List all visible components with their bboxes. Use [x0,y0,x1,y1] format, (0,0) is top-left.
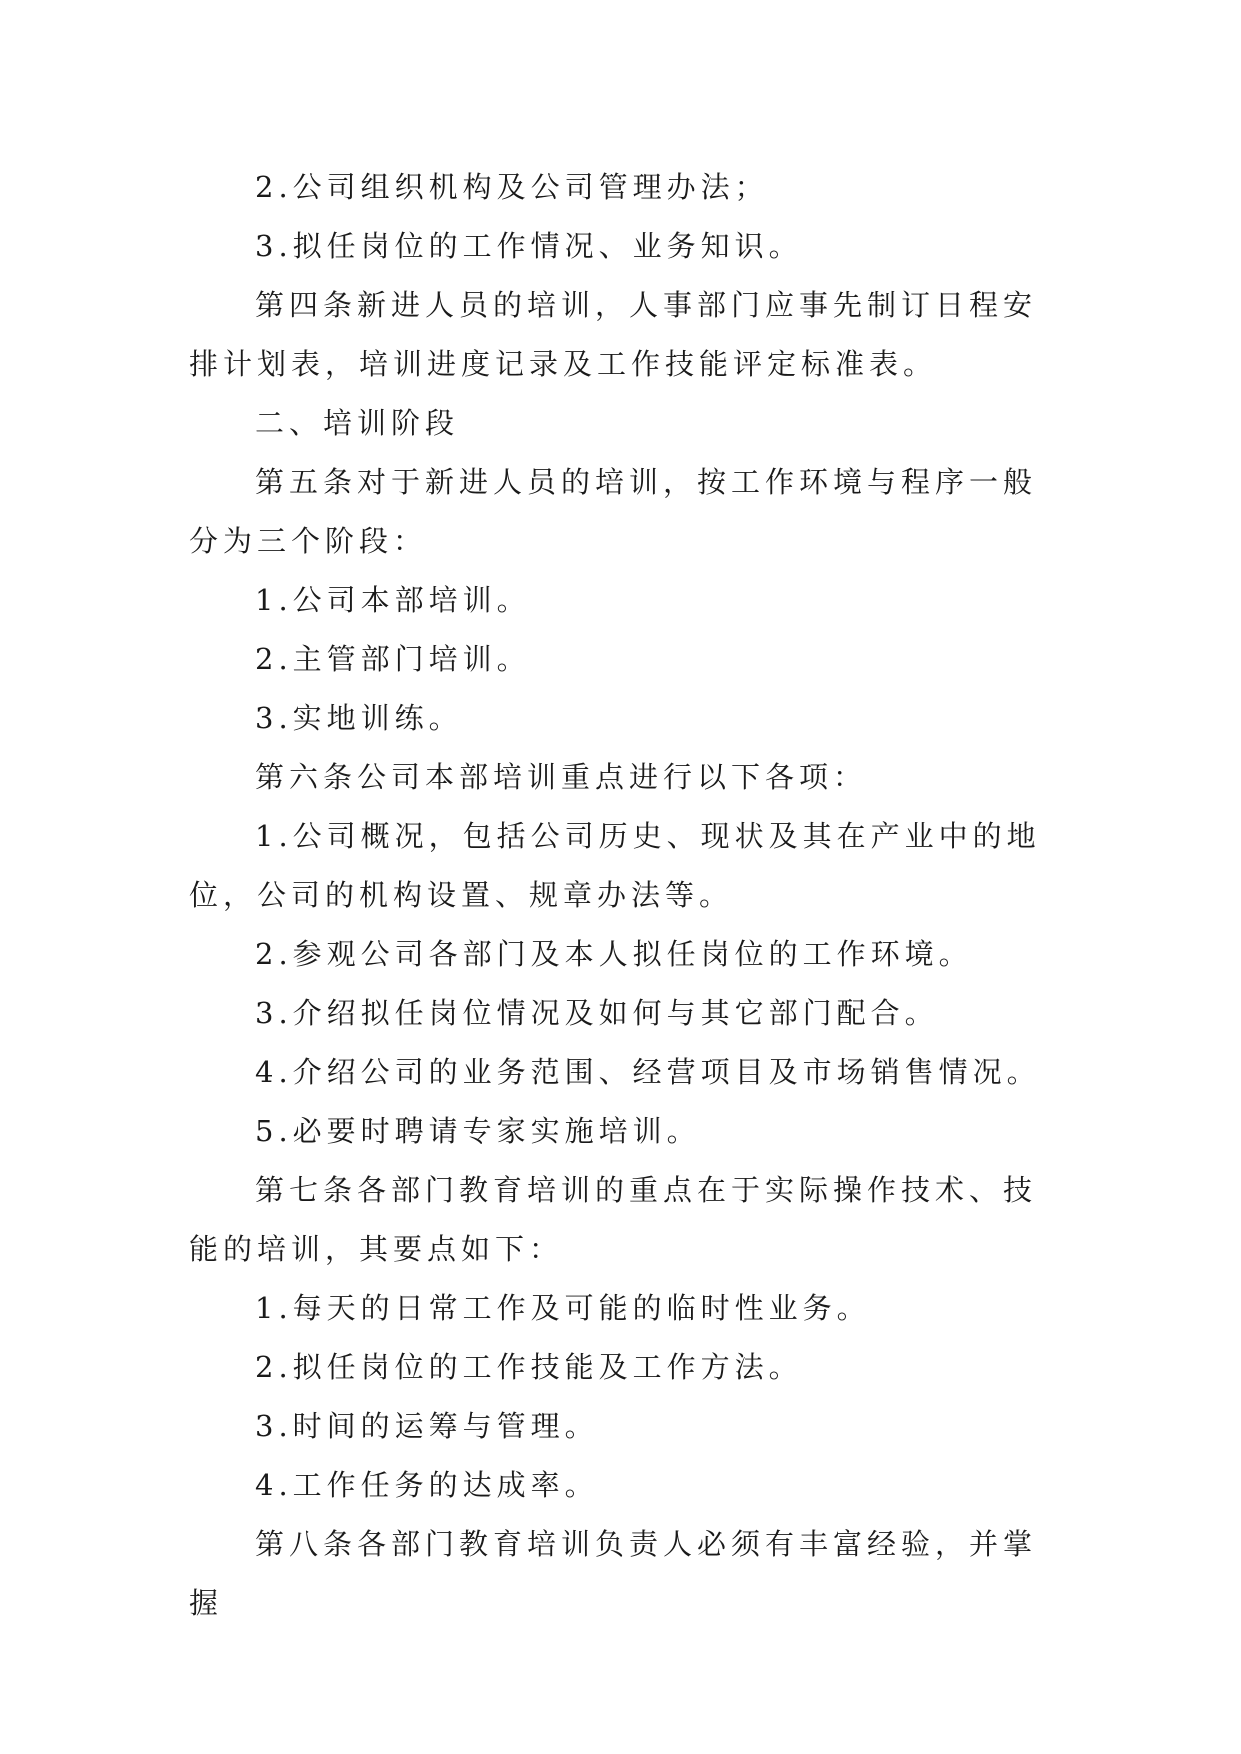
paragraph: 2.参观公司各部门及本人拟任岗位的工作环境。 [255,937,973,971]
paragraph: 3.实地训练。 [255,701,463,735]
paragraph: 第七条各部门教育培训的重点在于实际操作技术、技能的培训，其要点如下： [189,1173,1038,1266]
paragraph: 3.介绍拟任岗位情况及如何与其它部门配合。 [255,996,939,1030]
paragraph: 1.公司概况，包括公司历史、现状及其在产业中的地位，公司的机构设置、规章办法等。 [189,819,1041,912]
paragraph: 第八条各部门教育培训负责人必须有丰富经验，并掌握 [189,1527,1038,1620]
paragraph: 4.工作任务的达成率。 [255,1468,599,1502]
paragraph: 1.公司本部培训。 [255,583,531,617]
paragraph: 第六条公司本部培训重点进行以下各项： [255,760,868,794]
paragraph: 第四条新进人员的培训，人事部门应事先制订日程安排计划表，培训进度记录及工作技能评定标准表。 [189,288,1038,381]
paragraph: 3.拟任岗位的工作情况、业务知识。 [255,229,803,263]
section-heading: 二、培训阶段 [255,406,460,440]
paragraph: 2.主管部门培训。 [255,642,531,676]
paragraph: 2.公司组织机构及公司管理办法； [255,170,769,204]
paragraph: 3.时间的运筹与管理。 [255,1409,599,1443]
paragraph: 4.介绍公司的业务范围、经营项目及市场销售情况。 [255,1055,1041,1089]
paragraph: 5.必要时聘请专家实施培训。 [255,1114,701,1148]
document-body [189,158,1055,1633]
paragraph: 1.每天的日常工作及可能的临时性业务。 [255,1291,871,1325]
paragraph: 第五条对于新进人员的培训，按工作环境与程序一般分为三个阶段： [189,465,1038,558]
paragraph: 2.拟任岗位的工作技能及工作方法。 [255,1350,803,1384]
